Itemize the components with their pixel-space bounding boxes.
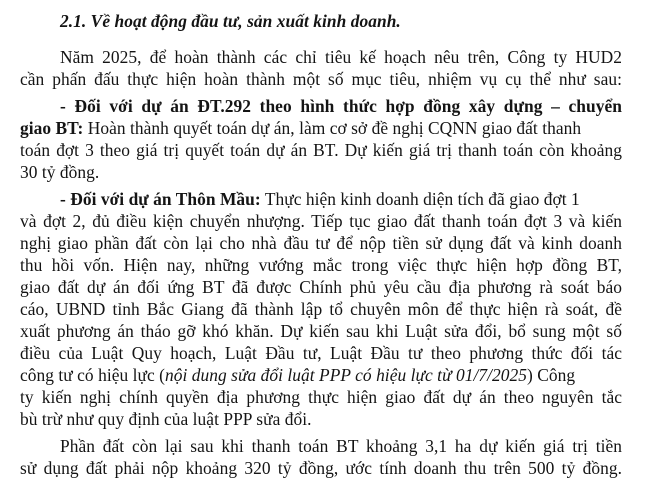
remaining-line-2: sử dụng đất phải nộp khoảng 320 tỷ đồng, ước tính doanh thu trên 500 tỷ đồng. <box>20 458 622 478</box>
thon-mau-line-10: ty kiến nghị chính quyền địa phương thực hiện giao đất dự án theo nguyên tắc <box>20 387 622 407</box>
remaining-line-1: Phần đất còn lại sau khi thanh toán BT khoảng 3,1 ha dự kiến giá trị tiền <box>60 436 622 456</box>
dt292-line-2 <box>20 117 622 139</box>
thon-mau-line-5: giao đất dự án đối ứng BT đã được Chính phủ yêu cầu địa phương rà soát báo <box>20 277 622 297</box>
thon-mau-line-1 <box>60 188 622 210</box>
thon-mau-line-9-end: ) Công <box>526 365 576 385</box>
thon-mau-line-8: điều của Luật Quy hoạch, Luật Đầu tư, Luật Đầu tư theo phương thức đối tác <box>20 343 622 363</box>
thon-mau-line-9 <box>20 364 622 386</box>
intro-line-2: cần phấn đấu thực hiện hoàn thành một số mục tiêu, nhiệm vụ cụ thể như sau: <box>20 69 622 89</box>
thon-mau-line-11: bù trừ như quy định của luật PPP sửa đổi. <box>20 409 312 429</box>
dt292-line-4: 30 tỷ đồng. <box>20 162 100 182</box>
thon-mau-line-1-text: Thực hiện kinh doanh diện tích đã giao đợt 1 <box>260 189 580 209</box>
thon-mau-line-7: xuất phương án tháo gỡ khó khăn. Dự kiến sau khi Luật sửa đổi, bổ sung một số <box>20 321 622 341</box>
thon-mau-line-2: và đợt 2, đủ điều kiện chuyển nhượng. Tiếp tục giao đất thanh toán đợt 3 và kiến <box>20 211 622 231</box>
thon-mau-line-9-start: công tư có hiệu lực ( <box>20 365 165 385</box>
dt292-line-2-text: Hoàn thành quyết toán dự án, làm cơ sở đề nghị CQNN giao đất thanh <box>83 118 582 138</box>
dt292-line-3: toán đợt 3 theo giá trị quyết toán dự án BT. Dự kiến giá trị thanh toán còn khoảng <box>20 140 622 160</box>
ppp-effective-note: nội dung sửa đổi luật PPP có hiệu lực từ 01/7/2025 <box>164 365 527 385</box>
thon-mau-line-3: nghị giao phần đất còn lại cho nhà đầu tư để nộp tiền sử dụng đất và kinh doanh <box>20 233 622 253</box>
dt292-heading: - Đối với dự án ĐT.292 theo hình thức hợp đồng xây dựng – chuyển <box>60 96 622 116</box>
thon-mau-line-4: thu hồi vốn. Hiện nay, những vướng mắc trong việc thực hiện hợp đồng BT, <box>20 255 622 275</box>
thon-mau-line-6: cáo, UBND tỉnh Bắc Giang đã thành lập tổ chuyên môn để thực hiện rà soát, đề <box>20 299 622 319</box>
dt292-heading-continued: giao BT: <box>20 118 84 138</box>
section-heading: 2.1. Về hoạt động đầu tư, sản xuất kinh doanh. <box>60 11 401 31</box>
intro-line-1: Năm 2025, để hoàn thành các chỉ tiêu kế hoạch nêu trên, Công ty HUD2 <box>60 47 622 67</box>
thon-mau-heading: - Đối với dự án Thôn Mầu: <box>60 189 261 209</box>
